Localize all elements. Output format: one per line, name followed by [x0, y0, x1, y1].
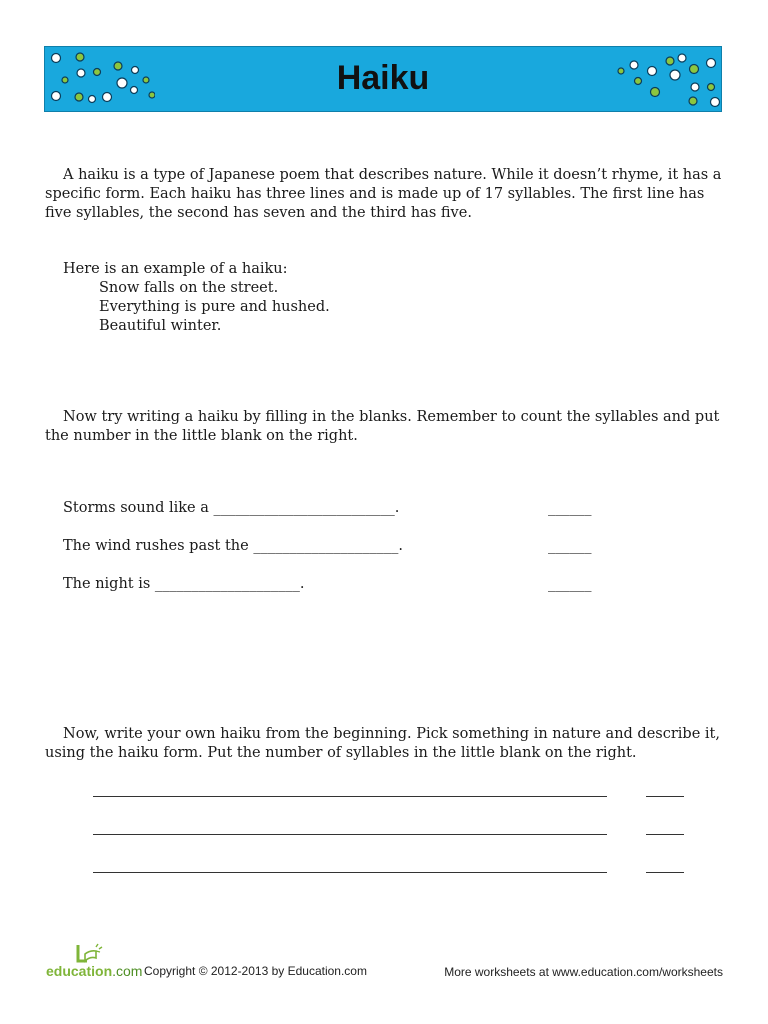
copyright-text: Copyright © 2012-2013 by Education.com: [144, 964, 367, 978]
page-title: Haiku: [336, 59, 430, 97]
syllable-count-line-2[interactable]: [646, 833, 684, 835]
fill-line-3[interactable]: The night is ____________________.: [63, 576, 305, 592]
write-own-instructions: Now, write your own haiku from the beginning. Pick something in nature and describe it, using the haiku form. Put the number of syllables in the little blank on the right.: [45, 726, 720, 761]
logo-word: education: [46, 963, 113, 979]
syllable-count-blank-3[interactable]: ______: [548, 576, 592, 592]
writing-line-2[interactable]: [93, 833, 607, 835]
writing-line-1[interactable]: [93, 795, 607, 797]
example-line-2: Everything is pure and hushed.: [99, 299, 330, 315]
fill-line-2[interactable]: The wind rushes past the ____________________.: [63, 538, 403, 554]
example-lead: Here is an example of a haiku:: [63, 261, 288, 277]
syllable-count-line-3[interactable]: [646, 871, 684, 873]
example-haiku: [63, 260, 663, 336]
syllable-count-blank-1[interactable]: ______: [548, 500, 592, 516]
fill-in-instructions: Now try writing a haiku by filling in the blanks. Remember to count the syllables and put the number in the little blank on the right.: [45, 409, 720, 444]
fill-line-1[interactable]: Storms sound like a _________________________.: [63, 500, 400, 516]
decorative-dots-right: [611, 47, 721, 111]
writing-line-3[interactable]: [93, 871, 607, 873]
example-line-1: Snow falls on the street.: [99, 280, 279, 296]
footer: [0, 942, 768, 982]
intro-paragraph: A haiku is a type of Japanese poem that describes nature. While it doesn’t rhyme, it has a specific form. Each haiku has three lines and is made up of 17 syllables. The first line has five syllables, the second has seven and the third has five.: [45, 167, 722, 221]
education-logo[interactable]: [46, 942, 143, 980]
more-worksheets-link[interactable]: More worksheets at www.education.com/worksheets: [444, 965, 723, 979]
syllable-count-blank-2[interactable]: ______: [548, 538, 592, 554]
header-banner: [44, 46, 722, 112]
book-logo-icon: [74, 942, 104, 964]
logo-wordmark: [46, 963, 142, 979]
syllable-count-line-1[interactable]: [646, 795, 684, 797]
example-line-3: Beautiful winter.: [99, 318, 222, 334]
logo-suffix: .com: [112, 963, 143, 979]
